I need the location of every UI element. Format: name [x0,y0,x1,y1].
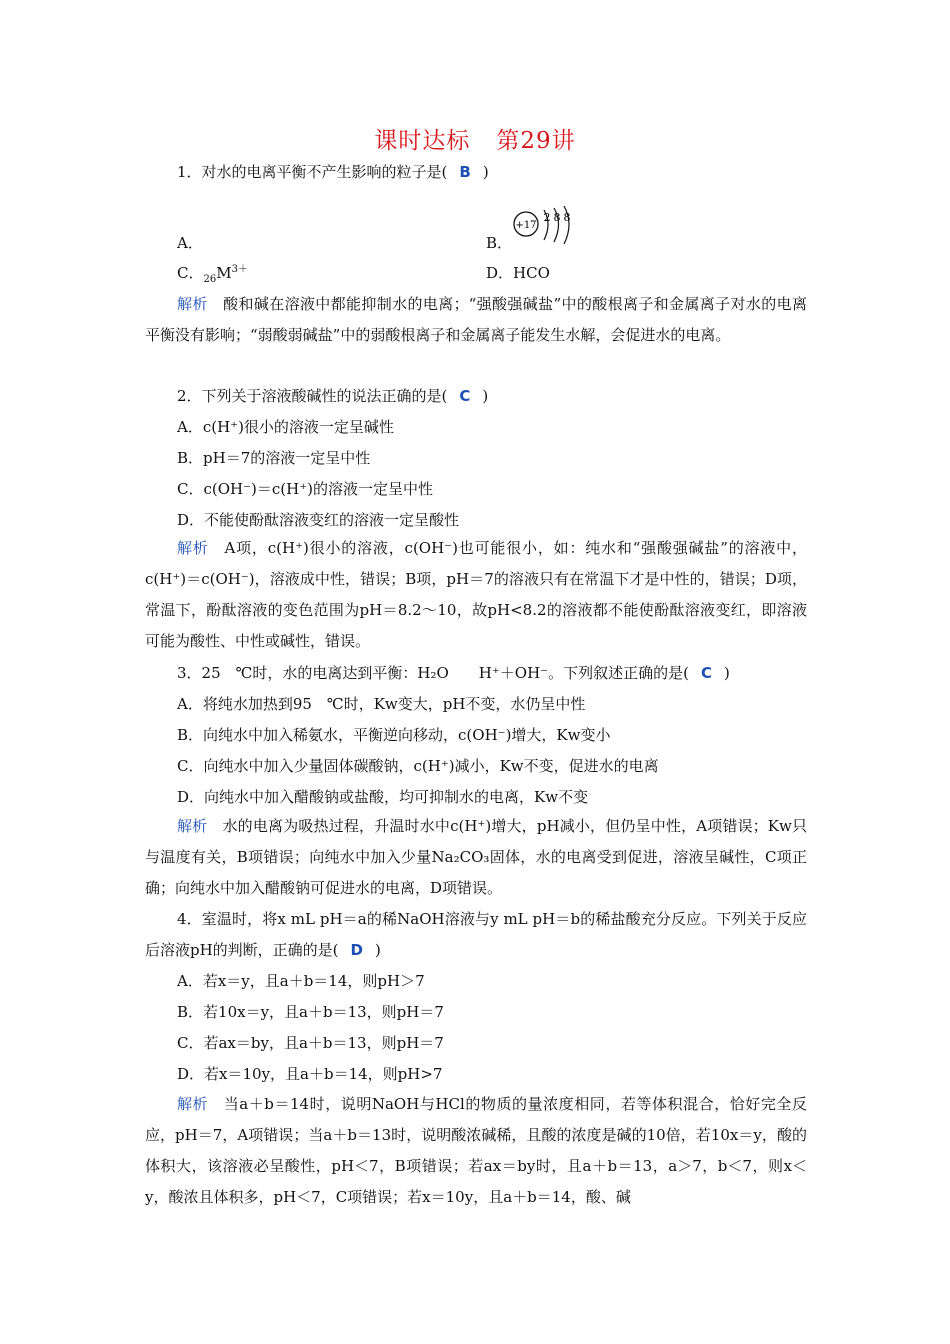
q2-answer: C [459,387,471,405]
q3-analysis-label: 解析 [177,817,208,835]
q2-option-d: D．不能使酚酞溶液变红的溶液一定呈酸性 [177,511,460,529]
q4-answer: D [350,941,363,959]
atom-nucleus-label: +17 [515,220,537,231]
chlorine-ion-structure-diagram [512,204,582,248]
q4-option-c: C．若ax＝by，且a＋b＝13，则pH＝7 [177,1034,444,1052]
q1-option-b: B． [486,234,513,252]
atom-shell-label-2: 8 [553,211,561,224]
q1-option-c: C．$_{26}M^{3+}$ [177,264,248,285]
q4-option-b: B．若10x＝y，且a＋b＝13，则pH＝7 [177,1003,444,1021]
q3-answer: C [700,664,712,682]
q3-option-d: D．向纯水中加入醋酸钠或盐酸，均可抑制水的电离，Kw不变 [177,788,589,806]
q1-stem: 1．对水的电离平衡不产生影响的粒子是( B ) [177,163,489,181]
q2-option-b: B．pH＝7的溶液一定呈中性 [177,449,371,467]
q4-option-d: D．若x＝10y，且a＋b＝14，则pH>7 [177,1065,443,1083]
title-main: 课时达标 [374,128,471,154]
q2-stem: 2．下列关于溶液酸碱性的说法正确的是( C ) [177,387,489,405]
q1-option-d: D．HCO [486,264,550,282]
atom-shell-label-3: 8 [563,211,571,224]
q4-stem: 4．室温时，将x mL pH＝a的稀NaOH溶液与y mL pH＝b的稀盐酸充分反应。下列关于反应后溶液pH的判断，正确的是( D ) [145,910,807,959]
q3-analysis: 解析 水的电离为吸热过程，升温时水中c(H⁺)增大，pH减小，但仍呈中性，A项错误；Kw只与温度有关，B项错误；向纯水中加入少量Na₂CO₃固体，水的电离受到促进，溶液呈碱性，C项正确；向纯水中加入醋酸钠可促进水的电离，D项错误。 [145,817,807,897]
q3-stem: 3．25 ℃时，水的电离达到平衡：H₂O H⁺＋OH⁻。下列叙述正确的是( C ) [177,664,730,682]
q3-option-a: A．将纯水加热到95 ℃时，Kw变大，pH不变，水仍呈中性 [177,695,586,713]
page-title [0,122,950,155]
q2-analysis-label: 解析 [177,539,209,557]
q1-option-a: A． [177,234,203,252]
q1-analysis-label: 解析 [177,295,208,313]
q2-option-c: C．c(OH⁻)＝c(H⁺)的溶液一定呈中性 [177,480,433,498]
atom-shell-label-1: 2 [543,211,551,224]
q4-analysis: 解析 当a＋b＝14时，说明NaOH与HCl的物质的量浓度相同，若等体积混合，恰好完全反应，pH＝7，A项错误；当a＋b＝13时，说明酸浓碱稀，且酸的浓度是碱的10倍，若10x＝y，酸的体积大，该溶液必呈酸性，pH＜7，B项错误；若ax＝by时，且a＋b＝13，a＞7，b＜7，则x＜y，酸浓且体积多，pH＜7，C项错误；若x＝10y，且a＋b＝14，酸、碱 [145,1095,807,1206]
q1-analysis: 解析 酸和碱在溶液中都能抑制水的电离；“强酸强碱盐”中的酸根离子和金属离子对水的电离平衡没有影响；“弱酸弱碱盐”中的弱酸根离子和金属离子能发生水解，会促进水的电离。 [145,295,807,344]
q3-option-c: C．向纯水中加入少量固体碳酸钠，c(H⁺)减小，Kw不变，促进水的电离 [177,757,659,775]
q4-option-a: A．若x＝y，且a＋b＝14，则pH＞7 [177,972,425,990]
q2-option-a: A．c(H⁺)很小的溶液一定呈碱性 [177,418,394,436]
title-sub: 第29讲 [496,128,576,154]
q4-analysis-label: 解析 [177,1095,209,1113]
q1-answer: B [459,163,471,181]
q3-option-b: B．向纯水中加入稀氨水，平衡逆向移动，c(OH⁻)增大，Kw变小 [177,726,611,744]
q2-analysis: 解析 A项，c(H⁺)很小的溶液，c(OH⁻)也可能很小，如：纯水和“强酸强碱盐”的溶液中，c(H⁺)＝c(OH⁻)，溶液成中性，错误；B项，pH＝7的溶液只有在常温下才是中性的，错误；D项，常温下，酚酞溶液的变色范围为pH＝8.2～10，故pH<8.2的溶液都不能使酚酞溶液变红，即溶液可能为酸性、中性或碱性，错误。 [145,539,807,650]
